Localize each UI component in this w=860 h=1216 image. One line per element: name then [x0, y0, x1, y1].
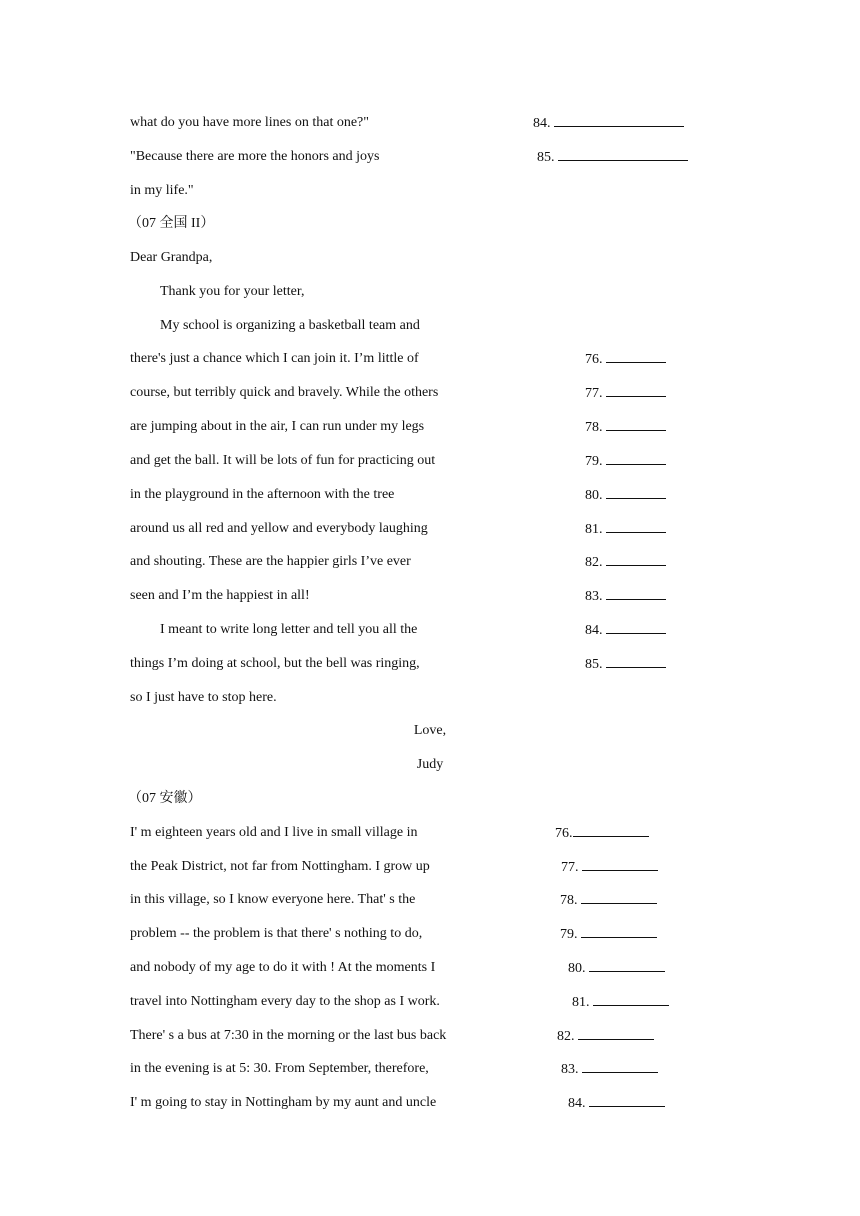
answer-number: 79.: [585, 454, 603, 469]
text-line: My school is organizing a basketball team and: [160, 318, 420, 333]
answer-blank[interactable]: [606, 520, 666, 533]
answer-number: 79.: [560, 927, 578, 942]
answer-blank[interactable]: [581, 891, 657, 904]
text-line: "Because there are more the honors and joys: [130, 149, 380, 164]
answer-number: 84.: [568, 1096, 586, 1111]
answer-item: [560, 891, 657, 910]
text-line: I' m eighteen years old and I live in small village in: [130, 825, 418, 840]
answer-item: [555, 824, 649, 843]
text-line: seen and I’m the happiest in all!: [130, 588, 310, 603]
text-line: there's just a chance which I can join it. I’m little of: [130, 351, 419, 366]
answer-blank[interactable]: [606, 452, 666, 465]
text-line: so I just have to stop here.: [130, 690, 277, 705]
answer-item: [561, 858, 658, 877]
answer-item: [557, 1027, 654, 1046]
answer-number: 82.: [585, 555, 603, 570]
text-line: in this village, so I know everyone here. That' s the: [130, 892, 416, 907]
answer-blank[interactable]: [606, 553, 666, 566]
answer-item: [585, 418, 666, 437]
signature: Judy: [416, 757, 444, 772]
answer-number: 76.: [555, 826, 573, 841]
answer-blank[interactable]: [578, 1027, 654, 1040]
answer-number: 83.: [585, 589, 603, 604]
answer-item: [568, 959, 665, 978]
section-tag: （07 安徽）: [128, 791, 202, 806]
answer-item: [585, 655, 666, 674]
text-line: I meant to write long letter and tell you all the: [160, 622, 418, 637]
answer-number: 85.: [585, 657, 603, 672]
answer-blank[interactable]: [606, 621, 666, 634]
text-line: There' s a bus at 7:30 in the morning or the last bus back: [130, 1028, 447, 1043]
text-line: and get the ball. It will be lots of fun for practicing out: [130, 453, 436, 468]
answer-item: [585, 520, 666, 539]
salutation: Dear Grandpa,: [130, 250, 213, 265]
answer-item: [568, 1094, 665, 1113]
answer-blank[interactable]: [589, 1094, 665, 1107]
answer-blank[interactable]: [582, 1060, 658, 1073]
answer-number: 78.: [560, 893, 578, 908]
answer-blank[interactable]: [593, 993, 669, 1006]
answer-item: [585, 486, 666, 505]
text-line: what do you have more lines on that one?": [130, 115, 369, 130]
answer-number: 81.: [585, 522, 603, 537]
answer-item: [585, 350, 666, 369]
section-tag: （07 全国 II）: [128, 216, 215, 231]
answer-item: [585, 452, 666, 471]
answer-blank[interactable]: [606, 418, 666, 431]
text-line: and shouting. These are the happier girls I’ve ever: [130, 554, 411, 569]
answer-item: [585, 384, 666, 403]
answer-number: 83.: [561, 1062, 579, 1077]
answer-blank[interactable]: [606, 384, 666, 397]
answer-number: 85.: [537, 150, 555, 165]
answer-blank[interactable]: [606, 486, 666, 499]
text-line: course, but terribly quick and bravely. While the others: [130, 385, 439, 400]
answer-blank[interactable]: [589, 959, 665, 972]
answer-blank[interactable]: [582, 858, 658, 871]
closing: Love,: [413, 723, 447, 738]
answer-item: [537, 148, 688, 167]
text-line: are jumping about in the air, I can run under my legs: [130, 419, 425, 434]
answer-number: 81.: [572, 995, 590, 1010]
answer-item: [585, 553, 666, 572]
answer-number: 76.: [585, 352, 603, 367]
answer-blank[interactable]: [606, 350, 666, 363]
answer-number: 80.: [568, 961, 586, 976]
text-line: the Peak District, not far from Nottingham. I grow up: [130, 859, 430, 874]
answer-number: 78.: [585, 420, 603, 435]
answer-item: [572, 993, 669, 1012]
answer-number: 84.: [585, 623, 603, 638]
answer-item: [585, 621, 666, 640]
answer-item: [560, 925, 657, 944]
answer-number: 84.: [533, 116, 551, 131]
text-line: Thank you for your letter,: [160, 284, 305, 299]
text-line: around us all red and yellow and everybody laughing: [130, 521, 428, 536]
answer-blank[interactable]: [558, 148, 688, 161]
answer-item: [533, 114, 684, 133]
answer-blank[interactable]: [581, 925, 657, 938]
text-line: in the playground in the afternoon with the tree: [130, 487, 395, 502]
answer-number: 77.: [585, 386, 603, 401]
text-line: things I’m doing at school, but the bell was ringing,: [130, 656, 420, 671]
text-line: I' m going to stay in Nottingham by my aunt and uncle: [130, 1095, 437, 1110]
answer-item: [585, 587, 666, 606]
text-line: travel into Nottingham every day to the shop as I work.: [130, 994, 440, 1009]
answer-item: [561, 1060, 658, 1079]
answer-blank[interactable]: [606, 655, 666, 668]
answer-blank[interactable]: [606, 587, 666, 600]
text-line: in my life.": [130, 183, 194, 198]
answer-blank[interactable]: [554, 114, 684, 127]
answer-number: 82.: [557, 1029, 575, 1044]
answer-blank[interactable]: [573, 824, 649, 837]
text-line: and nobody of my age to do it with ! At the moments I: [130, 960, 436, 975]
answer-number: 77.: [561, 860, 579, 875]
text-line: in the evening is at 5: 30. From September, therefore,: [130, 1061, 429, 1076]
text-line: problem -- the problem is that there' s nothing to do,: [130, 926, 423, 941]
answer-number: 80.: [585, 488, 603, 503]
